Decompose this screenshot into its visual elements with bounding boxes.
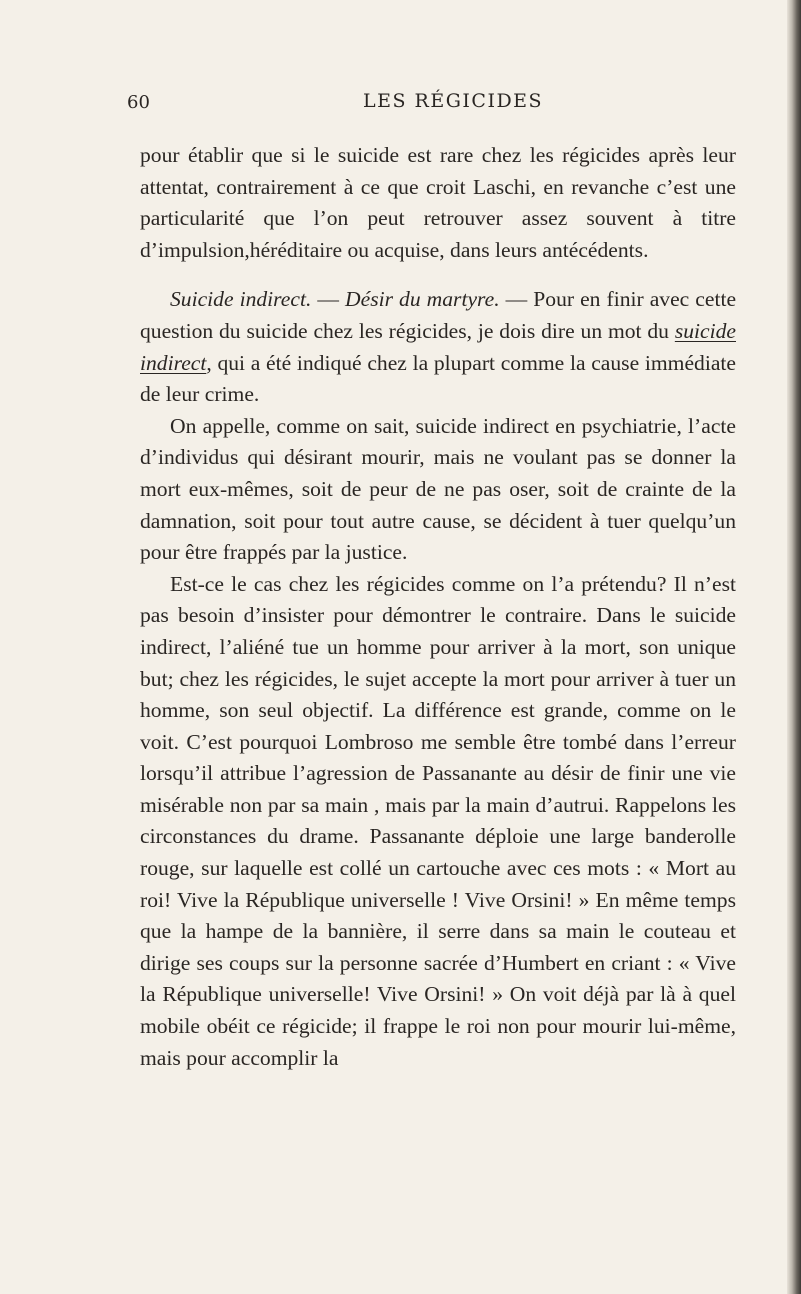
heading-separator: — — [311, 287, 346, 312]
section-heading-suicide-indirect: Suicide indirect. — [170, 287, 312, 312]
paragraph-1: pour établir que si le suicide est rare chez les régicides après leur attentat, contrairement à ce que croit Laschi, en revanche c’est une particularité que l’on peut retrouver assez souvent à titre d’impulsion,héréditaire ou acquise, dans leurs antécédents. — [140, 143, 736, 262]
page-binding-shadow — [787, 0, 801, 1294]
paragraph-4: Est-ce le cas chez les régicides comme on l’a prétendu? Il n’est pas besoin d’insister pour démontrer le contraire. Dans le suicide indirect, l’aliéné tue un homme pour arriver à la mort, son unique but; chez les régicides, le sujet accepte la mort pour arriver à tuer un homme, son seul objectif. La différence est grande, comme on le voit. C’est pourquoi Lombroso me semble être tombé dans l’erreur lorsqu’il attribue l’agression de Passanante au désir de finir une vie misérable non par sa main , mais par la main d’autrui. Rappelons les circonstances du drame. Passanante déploie une large banderolle rouge, sur laquelle est collé un cartouche avec ces mots : « Mort au roi! Vive la République universelle ! Vive Orsini! » En même temps que la hampe de la bannière, il serre dans sa main le couteau et dirige ses coups sur la personne sacrée d’Humbert en criant : « Vive la République universelle! Vive Orsini! » On voit déjà par là à quel mobile obéit ce régicide; il frappe le roi non pour mourir lui-même, mais pour accomplir la — [140, 571, 736, 1070]
paragraph-3: On appelle, comme on sait, suicide indirect en psychiatrie, l’acte d’individus qui désirant mourir, mais ne voulant pas se donner la mort eux-mêmes, soit de peur de ne pas oser, soit de crainte de la damnation, soit pour tout autre cause, se décident à tuer quelqu’un pour être frappés par la justice. — [140, 413, 736, 565]
page-header — [0, 88, 801, 128]
section-heading-desir-du-martyre: Désir du martyre. — [345, 287, 500, 312]
page-number: 60 — [127, 92, 150, 113]
body-text — [140, 140, 736, 1074]
emphasis-suicide-indirect: suicide indirect — [140, 318, 736, 375]
paragraph-2 — [140, 284, 736, 410]
paragraph-2-tail: , qui a été indiqué chez la plupart comme la cause immédiate de leur crime. — [140, 350, 736, 407]
heading-separator: — — [499, 287, 534, 312]
running-head: LES RÉGICIDES — [363, 90, 544, 112]
paragraph-2-lead: Pour en finir avec cette question du suicide chez les régicides, je dois dire un mot du — [140, 287, 737, 343]
